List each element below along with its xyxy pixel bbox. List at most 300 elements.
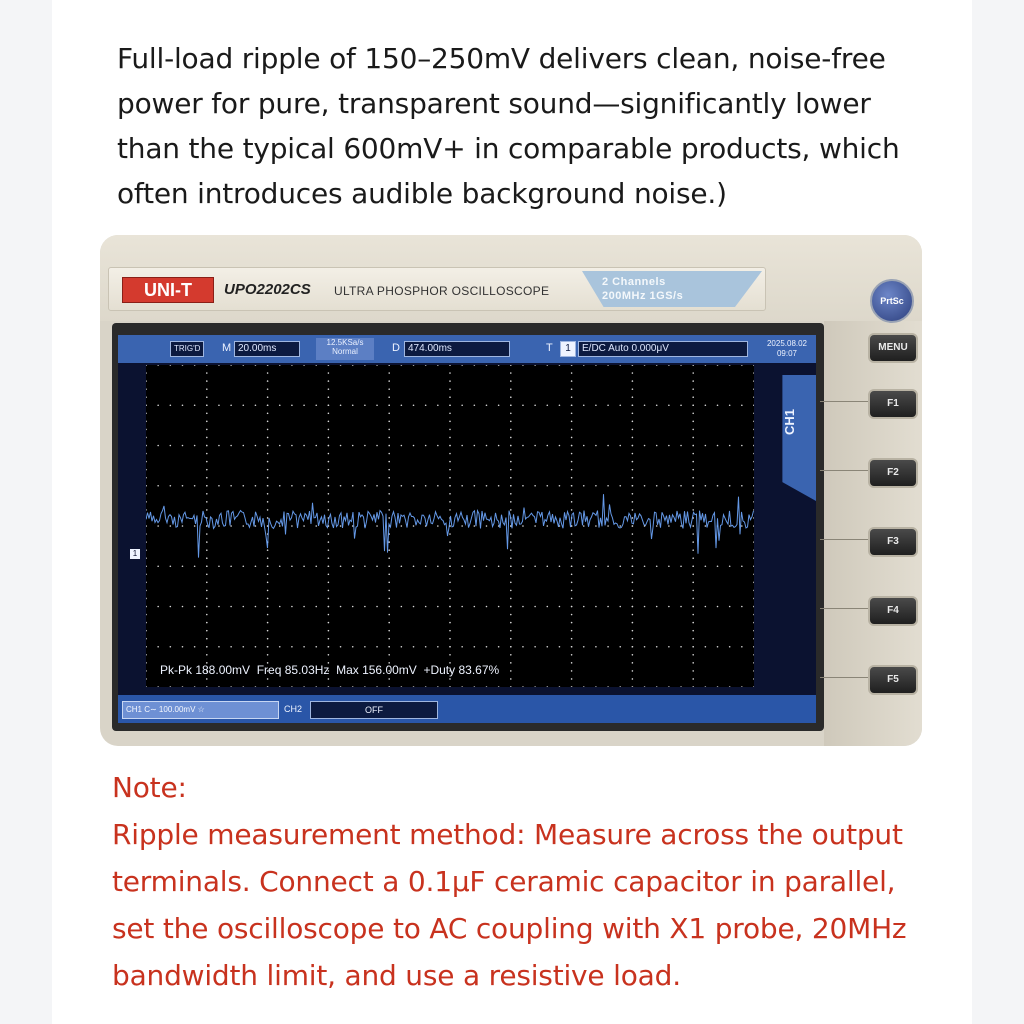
grid-dot (510, 614, 512, 616)
grid-dot (449, 429, 451, 431)
grid-dot (206, 541, 208, 543)
grid-dot (632, 493, 634, 495)
grid-dot (510, 574, 512, 576)
grid-dot (607, 565, 609, 567)
grid-dot (753, 509, 754, 511)
divider (820, 470, 870, 471)
grid-dot (401, 485, 403, 487)
grid-dot (486, 485, 488, 487)
grid-dot (619, 686, 621, 687)
grid-dot (328, 372, 330, 374)
grid-dot (267, 686, 269, 687)
grid-dot (291, 565, 293, 567)
prtsc-button[interactable]: PrtSc (870, 279, 914, 323)
grid-dot (449, 445, 451, 447)
ch1-status[interactable]: CH1 C∼ 100.00mV ☆ (122, 701, 279, 719)
grid-dot (388, 477, 390, 479)
grid-dot (692, 437, 694, 439)
grid-dot (753, 517, 754, 519)
oscilloscope-screen (118, 335, 816, 723)
grid-dot (206, 501, 208, 503)
grid-dot (218, 686, 220, 687)
grid-dot (328, 638, 330, 640)
grid-dot (534, 445, 536, 447)
grid-dot (242, 646, 244, 648)
grid-dot (146, 445, 147, 447)
grid-dot (279, 606, 281, 608)
grid-dot (206, 477, 208, 479)
headline-line: than the typical 600mV+ in comparable products, which (117, 132, 900, 165)
grid-dot (510, 485, 512, 487)
grid-dot (146, 670, 147, 672)
grid-dot (388, 565, 390, 567)
grid-dot (534, 485, 536, 487)
grid-dot (401, 565, 403, 567)
grid-dot (717, 606, 719, 608)
grid-dot (230, 606, 232, 608)
waveform-plot (146, 365, 754, 687)
grid-dot (741, 485, 743, 487)
grid-dot (619, 445, 621, 447)
grid-dot (753, 429, 754, 431)
grid-dot (206, 582, 208, 584)
grid-dot (315, 606, 317, 608)
grid-dot (255, 606, 257, 608)
note-line: terminals. Connect a 0.1μF ceramic capacitor in parallel, (112, 865, 896, 898)
grid-dot (364, 565, 366, 567)
grid-dot (656, 565, 658, 567)
grid-dot (632, 453, 634, 455)
grid-dot (449, 638, 451, 640)
trigger-label: T (546, 342, 553, 354)
grid-dot (741, 404, 743, 406)
grid-dot (680, 606, 682, 608)
grid-dot (692, 388, 694, 390)
grid-dot (729, 686, 731, 687)
grid-dot (571, 557, 573, 559)
grid-dot (595, 485, 597, 487)
grid-dot (291, 485, 293, 487)
grid-dot (753, 421, 754, 423)
grid-dot (571, 413, 573, 415)
grid-dot (449, 421, 451, 423)
grid-dot (753, 574, 754, 576)
grid-dot (692, 574, 694, 576)
grid-dot (218, 606, 220, 608)
grid-dot (632, 396, 634, 398)
grid-dot (461, 565, 463, 567)
grid-dot (559, 606, 561, 608)
grid-dot (449, 622, 451, 624)
grid-dot (632, 662, 634, 664)
grid-dot (632, 557, 634, 559)
grid-dot (510, 557, 512, 559)
grid-dot (449, 437, 451, 439)
grid-dot (680, 365, 682, 366)
grid-dot (170, 365, 172, 366)
grid-dot (510, 686, 512, 687)
grid-dot (303, 686, 305, 687)
grid-dot (146, 413, 147, 415)
grid-dot (656, 646, 658, 648)
grid-dot (632, 509, 634, 511)
grid-dot (632, 517, 634, 519)
grid-dot (753, 622, 754, 624)
grid-dot (449, 404, 451, 406)
grid-dot (632, 380, 634, 382)
grid-dot (741, 686, 743, 687)
grid-dot (146, 630, 147, 632)
grid-dot (461, 606, 463, 608)
grid-dot (571, 437, 573, 439)
ch1-marker: 1 (130, 549, 140, 559)
grid-dot (522, 365, 524, 366)
grid-dot (146, 493, 147, 495)
grid-dot (206, 493, 208, 495)
grid-dot (461, 485, 463, 487)
grid-dot (303, 365, 305, 366)
grid-dot (182, 686, 184, 687)
grid-dot (242, 686, 244, 687)
grid-dot (692, 380, 694, 382)
grid-dot (571, 493, 573, 495)
grid-dot (388, 501, 390, 503)
grid-dot (510, 493, 512, 495)
menu-button[interactable]: MENU (868, 333, 918, 363)
grid-dot (753, 461, 754, 463)
ch1-tab-label: CH1 (782, 408, 797, 435)
grid-dot (668, 565, 670, 567)
grid-dot (656, 365, 658, 366)
grid-dot (146, 365, 147, 366)
grid-dot (328, 654, 330, 656)
trigger-info: E/DC Auto 0.000μV (578, 341, 748, 357)
grid-dot (510, 678, 512, 680)
grid-dot (376, 365, 378, 366)
grid-dot (352, 565, 354, 567)
grid-dot (595, 686, 597, 687)
grid-dot (668, 365, 670, 366)
grid-dot (206, 372, 208, 374)
grid-dot (692, 678, 694, 680)
grid-dot (546, 686, 548, 687)
grid-dot (146, 429, 147, 431)
note-line: set the oscilloscope to AC coupling with X1 probe, 20MHz (112, 912, 907, 945)
grid-dot (583, 646, 585, 648)
grid-dot (583, 485, 585, 487)
grid-dot (449, 590, 451, 592)
grid-dot (510, 396, 512, 398)
grid-dot (461, 404, 463, 406)
grid-dot (206, 461, 208, 463)
grid-dot (364, 485, 366, 487)
brand-logo: UNI-T (122, 277, 214, 303)
grid-dot (692, 606, 694, 608)
grid-dot (595, 365, 597, 366)
grid-dot (571, 469, 573, 471)
grid-dot (559, 565, 561, 567)
grid-dot (230, 686, 232, 687)
grid-dot (388, 396, 390, 398)
grid-dot (146, 485, 147, 487)
grid-dot (753, 557, 754, 559)
grid-dot (692, 509, 694, 511)
grid-dot (461, 365, 463, 366)
grid-dot (753, 646, 754, 648)
grid-dot (340, 445, 342, 447)
grid-dot (157, 565, 159, 567)
grid-dot (267, 421, 269, 423)
grid-dot (146, 372, 147, 374)
grid-dot (741, 606, 743, 608)
grid-dot (692, 654, 694, 656)
grid-dot (157, 365, 159, 366)
grid-dot (267, 614, 269, 616)
grid-dot (401, 365, 403, 366)
grid-dot (328, 380, 330, 382)
grid-dot (632, 372, 634, 374)
grid-dot (303, 525, 305, 527)
grid-dot (644, 606, 646, 608)
grid-dot (206, 622, 208, 624)
grid-dot (753, 662, 754, 664)
grid-dot (449, 372, 451, 374)
grid-dot (157, 525, 159, 527)
grid-dot (291, 404, 293, 406)
grid-dot (388, 453, 390, 455)
f3-button[interactable]: F3 (868, 527, 918, 557)
grid-dot (753, 413, 754, 415)
grid-dot (146, 388, 147, 390)
grid-dot (632, 670, 634, 672)
grid-dot (146, 582, 147, 584)
grid-dot (510, 606, 512, 608)
grid-dot (206, 453, 208, 455)
grid-dot (328, 413, 330, 415)
grid-dot (510, 638, 512, 640)
grid-dot (449, 614, 451, 616)
grid-dot (644, 404, 646, 406)
grid-dot (668, 646, 670, 648)
grid-dot (692, 421, 694, 423)
grid-dot (340, 565, 342, 567)
grid-dot (656, 404, 658, 406)
grid-dot (279, 404, 281, 406)
grid-dot (170, 525, 172, 527)
grid-dot (376, 606, 378, 608)
grid-dot (486, 525, 488, 527)
grid-dot (291, 646, 293, 648)
grid-dot (328, 622, 330, 624)
grid-dot (705, 525, 707, 527)
grid-dot (182, 606, 184, 608)
grid-dot (194, 445, 196, 447)
grid-dot (692, 582, 694, 584)
grid-dot (425, 365, 427, 366)
grid-dot (146, 461, 147, 463)
timebase-value: 20.00ms (234, 341, 300, 357)
grid-dot (388, 606, 390, 608)
grid-dot (157, 606, 159, 608)
grid-dot (267, 638, 269, 640)
grid-dot (753, 485, 754, 487)
grid-dot (206, 429, 208, 431)
grid-dot (206, 388, 208, 390)
grid-dot (753, 365, 754, 366)
grid-dot (656, 606, 658, 608)
grid-dot (182, 646, 184, 648)
grid-dot (170, 646, 172, 648)
grid-dot (388, 365, 390, 366)
grid-dot (328, 509, 330, 511)
grid-dot (571, 686, 573, 687)
f4-button[interactable]: F4 (868, 596, 918, 626)
grid-dot (607, 686, 609, 687)
f2-button[interactable]: F2 (868, 458, 918, 488)
grid-dot (267, 437, 269, 439)
grid-dot (753, 493, 754, 495)
grid-dot (449, 549, 451, 551)
grid-dot (692, 622, 694, 624)
grid-dot (206, 686, 208, 687)
grid-dot (571, 429, 573, 431)
grid-dot (279, 365, 281, 366)
grid-dot (388, 445, 390, 447)
grid-dot (571, 421, 573, 423)
grid-dot (632, 565, 634, 567)
grid-dot (230, 525, 232, 527)
grid-dot (206, 557, 208, 559)
grid-dot (571, 404, 573, 406)
headline-line: power for pure, transparent sound—significantly lower (117, 87, 871, 120)
grid-dot (388, 630, 390, 632)
grid-dot (753, 565, 754, 567)
grid-dot (315, 365, 317, 366)
delay-label: D (392, 342, 400, 354)
grid-dot (705, 606, 707, 608)
f5-button[interactable]: F5 (868, 665, 918, 695)
grid-dot (546, 525, 548, 527)
grid-dot (474, 485, 476, 487)
grid-dot (632, 533, 634, 535)
grid-dot (206, 421, 208, 423)
grid-dot (474, 606, 476, 608)
grid-dot (753, 388, 754, 390)
grid-dot (753, 453, 754, 455)
grid-dot (328, 678, 330, 680)
grid-dot (206, 509, 208, 511)
grid-dot (632, 461, 634, 463)
grid-dot (291, 365, 293, 366)
ch2-label: CH2 (284, 704, 303, 714)
grid-dot (146, 525, 147, 527)
grid-dot (328, 396, 330, 398)
grid-dot (388, 404, 390, 406)
grid-dot (328, 469, 330, 471)
grid-dot (146, 590, 147, 592)
grid-dot (206, 606, 208, 608)
grid-dot (486, 445, 488, 447)
grid-dot (401, 525, 403, 527)
grid-dot (170, 404, 172, 406)
grid-dot (328, 533, 330, 535)
grid-dot (206, 485, 208, 487)
note-title: Note: (112, 771, 187, 804)
ch1-side-tab[interactable] (768, 375, 816, 501)
grid-dot (668, 445, 670, 447)
grid-dot (619, 646, 621, 648)
grid-dot (157, 686, 159, 687)
grid-dot (571, 453, 573, 455)
grid-dot (753, 630, 754, 632)
grid-dot (510, 509, 512, 511)
f1-button[interactable]: F1 (868, 389, 918, 419)
grid-dot (267, 590, 269, 592)
grid-dot (729, 404, 731, 406)
grid-dot (498, 445, 500, 447)
grid-dot (388, 582, 390, 584)
grid-dot (352, 606, 354, 608)
grid-dot (328, 445, 330, 447)
grid-dot (328, 429, 330, 431)
grid-dot (206, 396, 208, 398)
grid-dot (267, 396, 269, 398)
grid-dot (753, 670, 754, 672)
grid-dot (364, 686, 366, 687)
grid-dot (328, 590, 330, 592)
grid-dot (437, 606, 439, 608)
grid-dot (668, 485, 670, 487)
grid-dot (230, 485, 232, 487)
grid-dot (510, 477, 512, 479)
grid-dot (449, 557, 451, 559)
grid-dot (352, 404, 354, 406)
date-time (758, 339, 816, 361)
grid-dot (522, 485, 524, 487)
grid-dot (607, 525, 609, 527)
grid-dot (486, 565, 488, 567)
grid-dot (146, 565, 147, 567)
grid-dot (376, 565, 378, 567)
grid-dot (157, 445, 159, 447)
grid-dot (546, 565, 548, 567)
grid-dot (534, 565, 536, 567)
grid-dot (705, 445, 707, 447)
grid-dot (279, 686, 281, 687)
grid-dot (425, 606, 427, 608)
grid-dot (388, 517, 390, 519)
ch2-status[interactable]: OFF (310, 701, 438, 719)
grid-dot (632, 365, 634, 366)
grid-dot (741, 565, 743, 567)
grid-dot (571, 380, 573, 382)
grid-dot (364, 365, 366, 366)
divider (820, 677, 870, 678)
grid-dot (279, 646, 281, 648)
grid-dot (571, 477, 573, 479)
grid-dot (218, 646, 220, 648)
grid-dot (291, 525, 293, 527)
grid-dot (413, 686, 415, 687)
grid-dot (559, 646, 561, 648)
grid-dot (194, 525, 196, 527)
grid-dot (510, 533, 512, 535)
grid-dot (255, 365, 257, 366)
grid-dot (182, 525, 184, 527)
grid-dot (753, 686, 754, 687)
grid-dot (498, 404, 500, 406)
grid-dot (571, 654, 573, 656)
